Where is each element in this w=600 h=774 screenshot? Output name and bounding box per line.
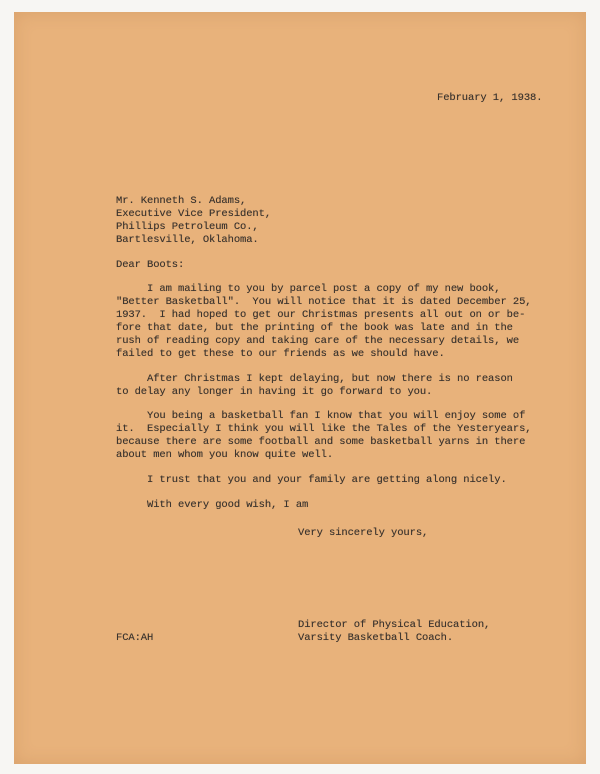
address-line: Mr. Kenneth S. Adams, (116, 195, 247, 207)
paragraph-line: I trust that you and your family are getting along nicely. (116, 474, 507, 486)
paragraph-line: fore that date, but the printing of the book was late and in the (116, 322, 513, 334)
paragraph-line: After Christmas I kept delaying, but now there is no reason (116, 373, 513, 385)
paragraph-line: With every good wish, I am (116, 499, 309, 511)
address-line: Phillips Petroleum Co., (116, 221, 259, 233)
paragraph-line: because there are some football and some basketball yarns in there (116, 436, 526, 448)
signature-title: Varsity Basketball Coach. (298, 632, 454, 644)
paragraph-line: it. Especially I think you will like the Tales of the Yesteryears, (116, 423, 532, 435)
salutation: Dear Boots: (116, 259, 185, 271)
paragraph-line: about men whom you know quite well. (116, 449, 334, 461)
paragraph-line: to delay any longer in having it go forward to you. (116, 386, 433, 398)
typist-initials: FCA:AH (116, 632, 154, 644)
address-line: Bartlesville, Oklahoma. (116, 234, 259, 246)
letter-page (14, 12, 586, 764)
paragraph-line: You being a basketball fan I know that you will enjoy some of (116, 410, 526, 422)
paragraph-line: 1937. I had hoped to get our Christmas presents all out on or be- (116, 309, 526, 321)
letter-date: February 1, 1938. (437, 92, 543, 104)
paragraph-line: I am mailing to you by parcel post a copy of my new book, (116, 283, 501, 295)
paragraph-line: rush of reading copy and taking care of the necessary details, we (116, 335, 520, 347)
paragraph-line: "Better Basketball". You will notice that it is dated December 25, (116, 296, 532, 308)
signature-title: Director of Physical Education, (298, 619, 491, 631)
address-line: Executive Vice President, (116, 208, 272, 220)
closing: Very sincerely yours, (298, 527, 429, 539)
paragraph-line: failed to get these to our friends as we should have. (116, 348, 445, 360)
